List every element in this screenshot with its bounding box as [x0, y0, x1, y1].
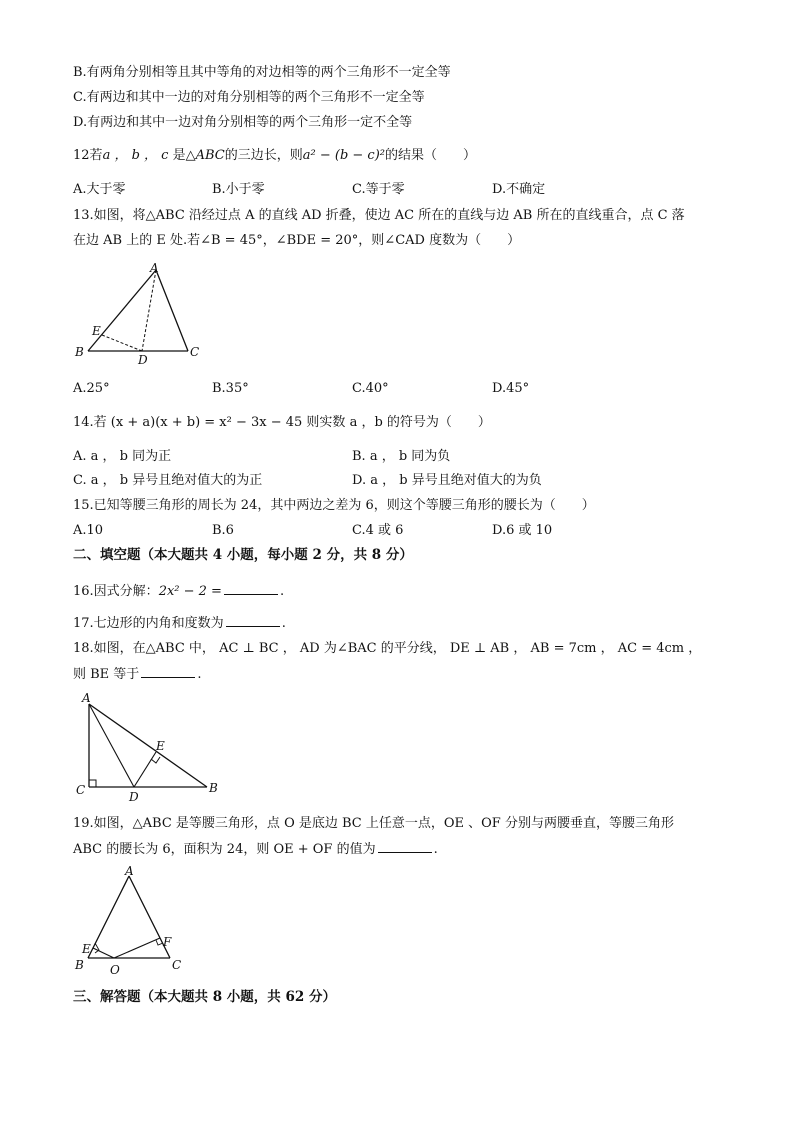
q13-fold-ad — [142, 270, 156, 351]
q18-answer-blank[interactable] — [141, 665, 195, 678]
q13-stem-line2: 在边 AB 上的 E 处.若∠B = 45°，∠BDE = 20°，则∠CAD 度数为（ ） — [73, 233, 521, 248]
q18-segment-de — [134, 752, 156, 787]
q18-label-d: D — [129, 790, 139, 804]
q19-stem-line2: ABC 的腰长为 6，面积为 24，则 OE + OF 的值为 . — [73, 842, 438, 857]
section2-title: 二、填空题（本大题共 4 小题，每小题 2 分，共 8 分） — [73, 547, 413, 563]
q15-option-a: A.10 — [73, 523, 104, 538]
q11-option-d: D.有两边和其中一边对角分别相等的两个三角形一定不全等 — [73, 115, 413, 130]
section3-title: 三、解答题（本大题共 8 小题，共 62 分） — [73, 989, 336, 1005]
q19-segment-oe — [93, 948, 114, 958]
q13-segment-de — [102, 335, 142, 351]
q18-bisector-ad — [89, 704, 134, 787]
q18-label-b: B — [209, 781, 218, 795]
q18-stem-line1: 18.如图，在△ABC 中， AC ⊥ BC ， AD 为∠BAC 的平分线， DE ⊥ AB ， AB = 7cm ， AC = 4cm ， — [73, 641, 702, 656]
q13-label-a: A — [150, 261, 159, 275]
q16-answer-blank[interactable] — [224, 582, 278, 595]
q12-stem: 12若a ， b ， c 是△ABC的三边长，则a² − (b − c)²的结果（ ） — [73, 148, 476, 163]
q12-option-c: C.等于零 — [352, 182, 405, 197]
q19-answer-blank[interactable] — [378, 840, 432, 853]
q19-figure — [72, 862, 192, 978]
q12-expression: a² − (b − c)² — [302, 148, 385, 163]
q13-side-ab — [88, 270, 156, 351]
q14-option-c: C. a ， b 异号且绝对值大的为正 — [73, 473, 263, 488]
q19-label-f: F — [163, 935, 172, 949]
q14-stem: 14.若 (x + a)(x + b) = x² − 3x − 45 则实数 a ，b 的符号为（ ） — [73, 415, 491, 430]
q18-label-a: A — [82, 691, 91, 705]
q15-option-b: B.6 — [212, 523, 234, 538]
q13-option-d: D.45° — [492, 381, 530, 396]
q13-stem-line1: 13.如图，将△ABC 沿经过点 A 的直线 AD 折叠，使边 AC 所在的直线与边 AB 所在的直线重合，点 C 落 — [73, 208, 685, 223]
q15-stem: 15.已知等腰三角形的周长为 24，其中两边之差为 6，则这个等腰三角形的腰长为（ ） — [73, 498, 595, 513]
q19-segment-of — [114, 938, 160, 958]
q18-label-e: E — [156, 739, 165, 753]
q11-option-b: B.有两角分别相等且其中等角的对边相等的两个三角形不一定全等 — [73, 65, 451, 80]
q11-option-c: C.有两边和其中一边的对角分别相等的两个三角形不一定全等 — [73, 90, 425, 105]
q14-option-b: B. a ， b 同为负 — [352, 449, 451, 464]
q12-number: 12 — [73, 148, 90, 163]
q13-label-e: E — [92, 324, 101, 338]
q18-right-angle-c — [89, 780, 96, 787]
q13-option-a: A.25° — [73, 381, 110, 396]
q13-figure — [70, 258, 210, 370]
q18-figure — [72, 688, 232, 806]
q19-label-a: A — [125, 864, 134, 878]
q19-label-o: O — [110, 963, 120, 977]
q19-label-e: E — [82, 942, 91, 956]
q12-option-b: B.小于零 — [212, 182, 265, 197]
q17-answer-blank[interactable] — [226, 614, 280, 627]
q13-option-b: B.35° — [212, 381, 249, 396]
q13-label-c: C — [190, 345, 200, 359]
q12-option-a: A.大于零 — [73, 182, 126, 197]
q15-option-c: C.4 或 6 — [352, 523, 404, 538]
q19-label-b: B — [75, 958, 84, 972]
q14-option-a: A. a ， b 同为正 — [73, 449, 172, 464]
q13-side-ac — [156, 270, 188, 351]
q19-stem-line1: 19.如图，△ABC 是等腰三角形，点 O 是底边 BC 上任意一点，OE 、OF 分别与两腰垂直，等腰三角形 — [73, 816, 674, 831]
q18-label-c: C — [76, 783, 86, 797]
q16-stem: 16.因式分解：2x² − 2 = . — [73, 584, 285, 599]
q18-side-ab — [89, 704, 207, 787]
q12-option-d: D.不确定 — [492, 182, 546, 197]
q19-right-angle-e — [95, 943, 99, 953]
q19-side-ab — [88, 876, 129, 958]
q16-expression: 2x² − 2 = — [158, 584, 222, 599]
q19-label-c: C — [172, 958, 182, 972]
q18-stem-line2: 则 BE 等于 . — [73, 667, 202, 682]
q15-option-d: D.6 或 10 — [492, 523, 553, 538]
q17-stem: 17.七边形的内角和度数为 . — [73, 616, 286, 631]
q14-option-d: D. a ， b 异号且绝对值大的为负 — [352, 473, 542, 488]
q13-label-d: D — [138, 353, 148, 367]
q13-option-c: C.40° — [352, 381, 389, 396]
q13-label-b: B — [75, 345, 84, 359]
